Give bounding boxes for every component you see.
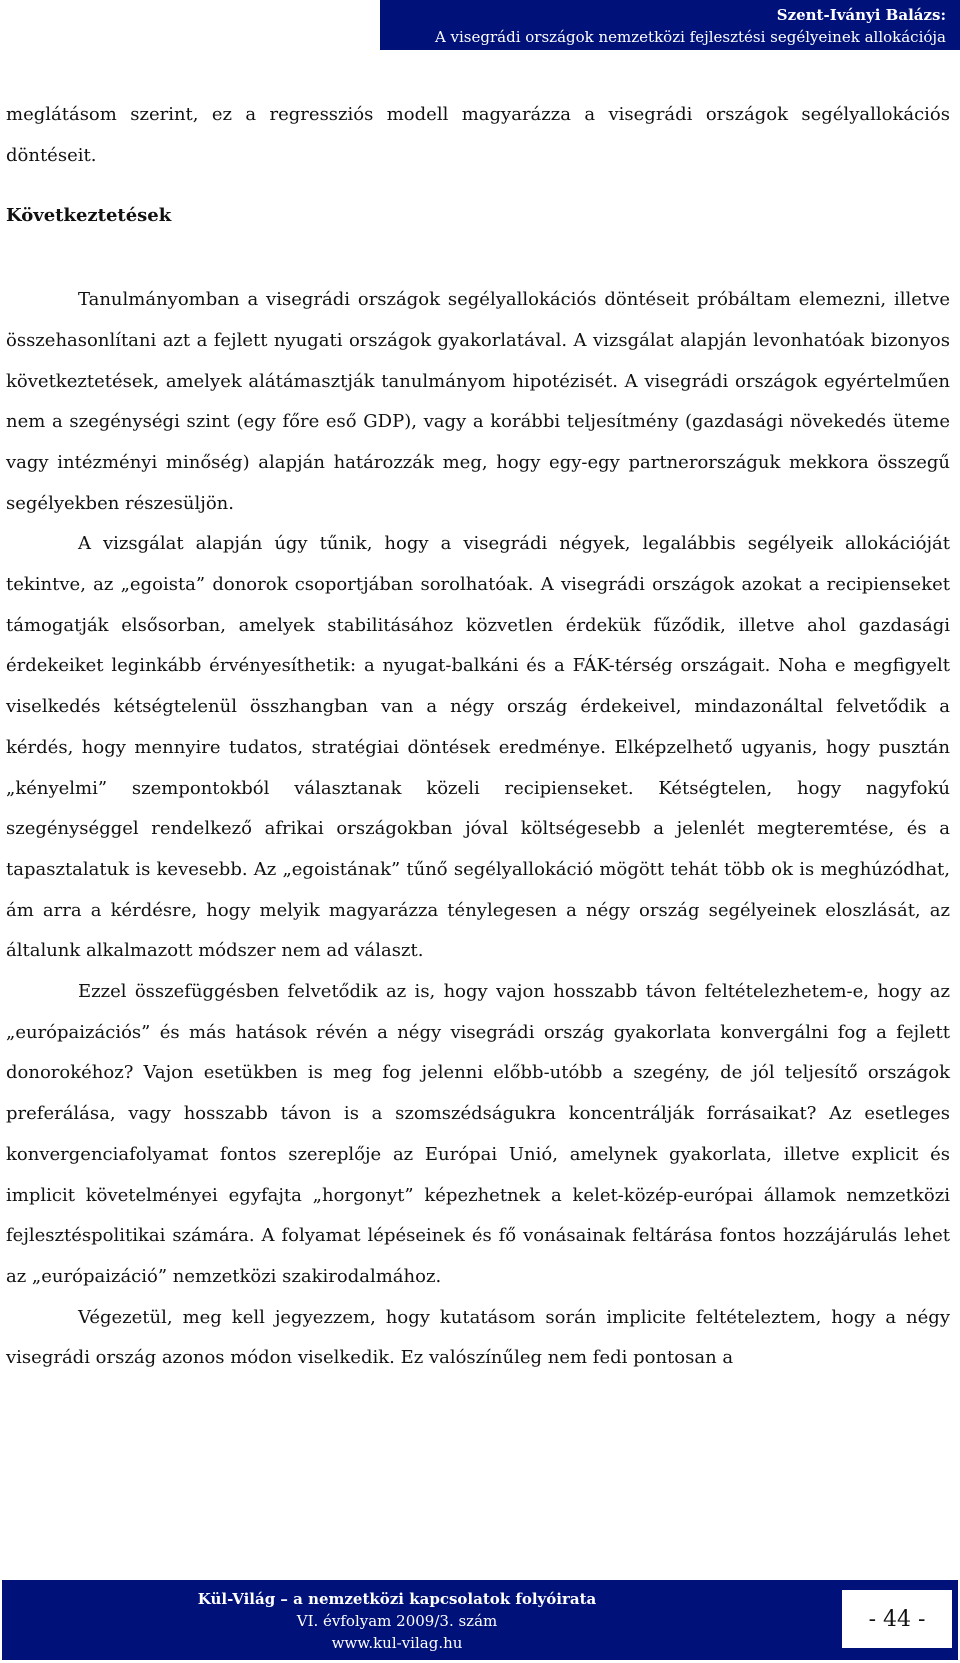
footer-issue: VI. évfolyam 2009/3. szám xyxy=(296,1612,498,1630)
article-body xyxy=(6,95,950,1379)
page-number: - 44 - xyxy=(842,1590,952,1648)
header-article-title: A visegrádi országok nemzetközi fejlesztési segélyeinek allokációja xyxy=(434,28,946,46)
continuation-paragraph: meglátásom szerint, ez a regressziós modell magyarázza a visegrádi országok segélyallokációs döntéseit. xyxy=(6,104,950,166)
paragraph-3: Ezzel összefüggésben felvetődik az is, hogy vajon hosszabb távon feltételezhetem-e, hogy az „európaizációs” és más hatások révén a négy visegrádi ország gyakorlata konvergálni fog a fejlett donorokéhoz? Vajon esetükben is meg fog jelenni előbb-utóbb a szegény, de jól teljesítő országok preferálása, vagy hosszabb távon is a szomszédságukra koncentrálják forrásaikat? Az esetleges konvergenciafolyamat fontos szereplője az Európai Unió, amelynek gyakorlata, illetve explicit és implicit követelményei egyfajta „horgonyt” képezhetnek a kelet-közép-európai államok nemzetközi fejlesztéspolitikai számára. A folyamat lépéseinek és fő vonásainak feltárása fontos hozzájárulás lehet az „európaizáció” nemzetközi szakirodalmához. xyxy=(6,981,950,1287)
header-author: Szent-Iványi Balázs: xyxy=(776,6,946,24)
paragraph-4: Végezetül, meg kell jegyezzem, hogy kutatásom során implicite feltételeztem, hogy a négy visegrádi ország azonos módon viselkedik. Ez valószínűleg nem fedi pontosan a xyxy=(6,1306,950,1369)
footer-journal-info xyxy=(2,1588,792,1654)
footer-website-link[interactable]: www.kul-vilag.hu xyxy=(331,1634,463,1652)
footer-journal-name: Kül-Világ – a nemzetközi kapcsolatok folyóirata xyxy=(197,1590,597,1608)
paragraph-1: Tanulmányomban a visegrádi országok segélyallokációs döntéseit próbáltam elemezni, illetve összehasonlítani azt a fejlett nyugati országok gyakorlatával. A vizsgálat alapján levonhatóak bizonyos következtetések, amelyek alátámasztják tanulmányom hipotézisét. A visegrádi országok egyértelműen nem a szegénységi szint (egy főre eső GDP), vagy a korábbi teljesítmény (gazdasági növekedés üteme vagy intézményi minőség) alapján határozzák meg, hogy egy-egy partnerországuk mekkora összegű segélyekben részesüljön. xyxy=(6,289,950,514)
page-footer xyxy=(2,1580,958,1660)
section-heading: Következtetések xyxy=(6,205,172,227)
paragraph-2: A vizsgálat alapján úgy tűnik, hogy a visegrádi négyek, legalábbis segélyeik allokációját tekintve, az „egoista” donorok csoportjában sorolhatóak. A visegrádi országok azokat a recipienseket támogatják elsősorban, amelyek stabilitásához közvetlen érdekük fűződik, illetve ahol gazdasági érdekeiket leginkább érvényesíthetik: a nyugat-balkáni és a FÁK-térség országait. Noha e megfigyelt viselkedés kétségtelenül összhangban van a négy ország érdekeivel, mindazonáltal felvetődik a kérdés, hogy mennyire tudatos, stratégiai döntések eredménye. Elképzelhető ugyanis, hogy pusztán „kényelmi” szempontokból választanak közeli recipienseket. Kétségtelen, hogy nagyfokú szegénységgel rendelkező afrikai országokban jóval költségesebb a jelenlét megteremtése, és a tapasztalatuk is kevesebb. Az „egoistának” tűnő segélyallokáció mögött tehát több ok is meghúzódhat, ám arra a kérdésre, hogy melyik magyarázza ténylegesen a négy ország segélyeinek eloszlását, az általunk alkalmazott módszer nem ad választ. xyxy=(6,533,950,962)
running-header xyxy=(380,0,960,50)
